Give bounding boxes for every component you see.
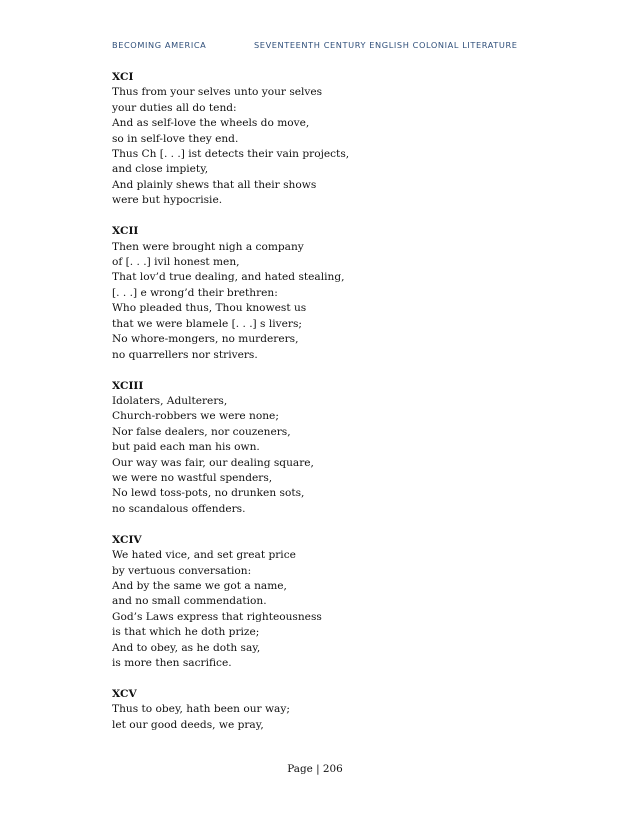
poem-body bbox=[112, 70, 532, 749]
verse-line: and no small commendation. bbox=[112, 595, 267, 608]
stanza-number: XCII bbox=[112, 225, 139, 238]
stanza bbox=[112, 379, 532, 518]
verse-line: no quarrellers nor strivers. bbox=[112, 348, 258, 361]
verse-line: And to obey, as he doth say, bbox=[112, 641, 261, 654]
verse-line: No whore-mongers, no murderers, bbox=[112, 333, 299, 346]
stanza-number: XCV bbox=[112, 688, 137, 700]
stanza bbox=[112, 224, 532, 363]
verse-line: is more then sacrifice. bbox=[112, 657, 232, 669]
stanza bbox=[112, 533, 532, 672]
verse-line: no scandalous offenders. bbox=[112, 502, 246, 515]
stanza-number: XCIII bbox=[112, 379, 144, 392]
verse-line: Then were brought nigh a company bbox=[112, 240, 304, 253]
verse-line: Thus to obey, hath been our way; bbox=[112, 703, 290, 716]
stanza-number: XCI bbox=[112, 71, 134, 83]
stanza-number: XCIV bbox=[112, 533, 142, 546]
header-book-title: BECOMING AMERICA bbox=[112, 40, 207, 50]
verse-line: by vertuous conversation: bbox=[112, 564, 252, 577]
verse-line: Who pleaded thus, Thou knowest us bbox=[112, 302, 307, 315]
verse-line: let our good deeds, we pray, bbox=[112, 718, 264, 731]
verse-line: Thus from your selves unto your selves bbox=[112, 86, 323, 99]
verse-line: God’s Laws express that righteousness bbox=[112, 610, 322, 623]
verse-line: Our way was fair, our dealing square, bbox=[112, 456, 314, 469]
verse-line: That lov’d true dealing, and hated stealing, bbox=[112, 271, 345, 284]
verse-line: of [. . .] ivil honest men, bbox=[112, 256, 240, 269]
verse-line: And plainly shews that all their shows bbox=[112, 178, 317, 191]
verse-line: were but hypocrisie. bbox=[112, 194, 223, 207]
verse-line: Thus Ch [. . .] ist detects their vain projects, bbox=[112, 148, 350, 161]
verse-line: [. . .] e wrong’d their brethren: bbox=[112, 286, 278, 299]
verse-line: that we were blamele [. . .] s livers; bbox=[112, 317, 302, 330]
page-number: Page | 206 bbox=[287, 763, 343, 775]
verse-line: Nor false dealers, nor couzeners, bbox=[112, 425, 291, 438]
running-header bbox=[112, 40, 530, 54]
verse-line: we were no wastful spenders, bbox=[112, 471, 273, 484]
verse-line: and close impiety, bbox=[112, 163, 209, 176]
stanza bbox=[112, 70, 532, 209]
verse-line: but paid each man his own. bbox=[112, 441, 260, 454]
verse-line: No lewd toss-pots, no drunken sots, bbox=[112, 487, 305, 500]
verse-line: so in self-love they end. bbox=[112, 132, 239, 145]
verse-line: And as self-love the wheels do move, bbox=[112, 117, 310, 130]
stanza bbox=[112, 687, 532, 733]
verse-line: Idolaters, Adulterers, bbox=[112, 394, 228, 407]
verse-line: your duties all do tend: bbox=[112, 101, 237, 114]
verse-line: is that which he doth prize; bbox=[112, 626, 260, 639]
page-footer bbox=[0, 763, 630, 775]
verse-line: We hated vice, and set great price bbox=[112, 549, 296, 562]
header-section-title: SEVENTEENTH CENTURY ENGLISH COLONIAL LITERATURE bbox=[254, 40, 518, 50]
verse-line: Church-robbers we were none; bbox=[112, 410, 279, 423]
verse-line: And by the same we got a name, bbox=[112, 579, 287, 592]
